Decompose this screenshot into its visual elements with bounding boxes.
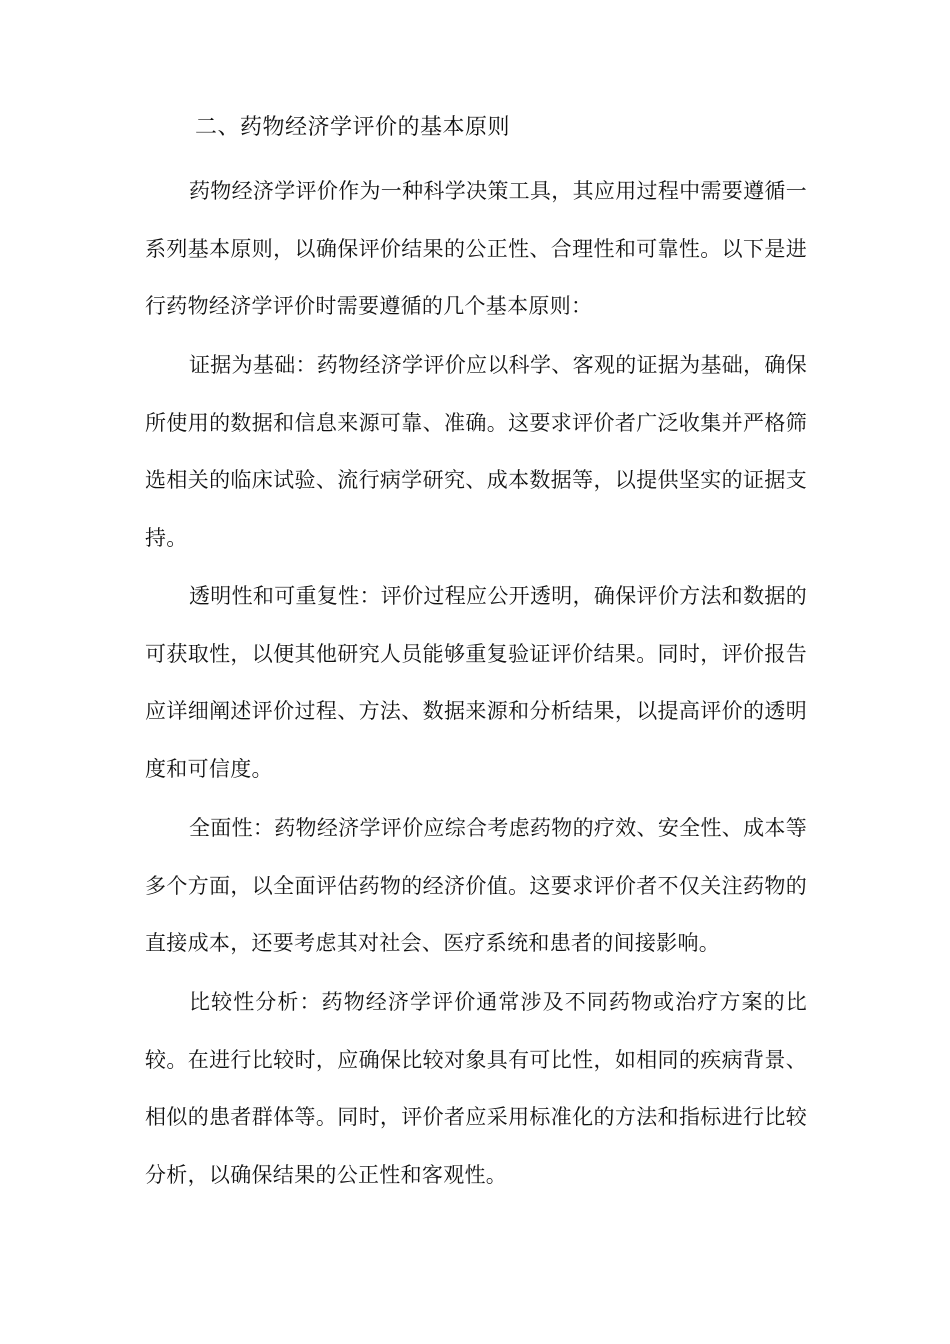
paragraph-transparency: 透明性和可重复性：评价过程应公开透明，确保评价方法和数据的可获取性，以便其他研究人员能够重复验证评价结果。同时，评价报告应详细阐述评价过程、方法、数据来源和分析结果，以提高评价的透明度和可信度。 bbox=[145, 584, 807, 781]
paragraph-evidence-based: 证据为基础：药物经济学评价应以科学、客观的证据为基础，确保所使用的数据和信息来源可靠、准确。这要求评价者广泛收集并严格筛选相关的临床试验、流行病学研究、成本数据等，以提供坚实的证据支持。 bbox=[145, 353, 807, 550]
paragraph-comprehensiveness: 全面性：药物经济学评价应综合考虑药物的疗效、安全性、成本等多个方面，以全面评估药物的经济价值。这要求评价者不仅关注药物的直接成本，还要考虑其对社会、医疗系统和患者的间接影响。 bbox=[145, 816, 807, 955]
section-heading: 二、药物经济学评价的基本原则 bbox=[195, 115, 511, 140]
paragraph-comparative-analysis: 比较性分析：药物经济学评价通常涉及不同药物或治疗方案的比较。在进行比较时，应确保比较对象具有可比性，如相同的疾病背景、相似的患者群体等。同时，评价者应采用标准化的方法和指标进行比较分析，以确保结果的公正性和客观性。 bbox=[145, 990, 807, 1187]
paragraph-intro: 药物经济学评价作为一种科学决策工具，其应用过程中需要遵循一系列基本原则，以确保评价结果的公正性、合理性和可靠性。以下是进行药物经济学评价时需要遵循的几个基本原则： bbox=[145, 179, 807, 318]
